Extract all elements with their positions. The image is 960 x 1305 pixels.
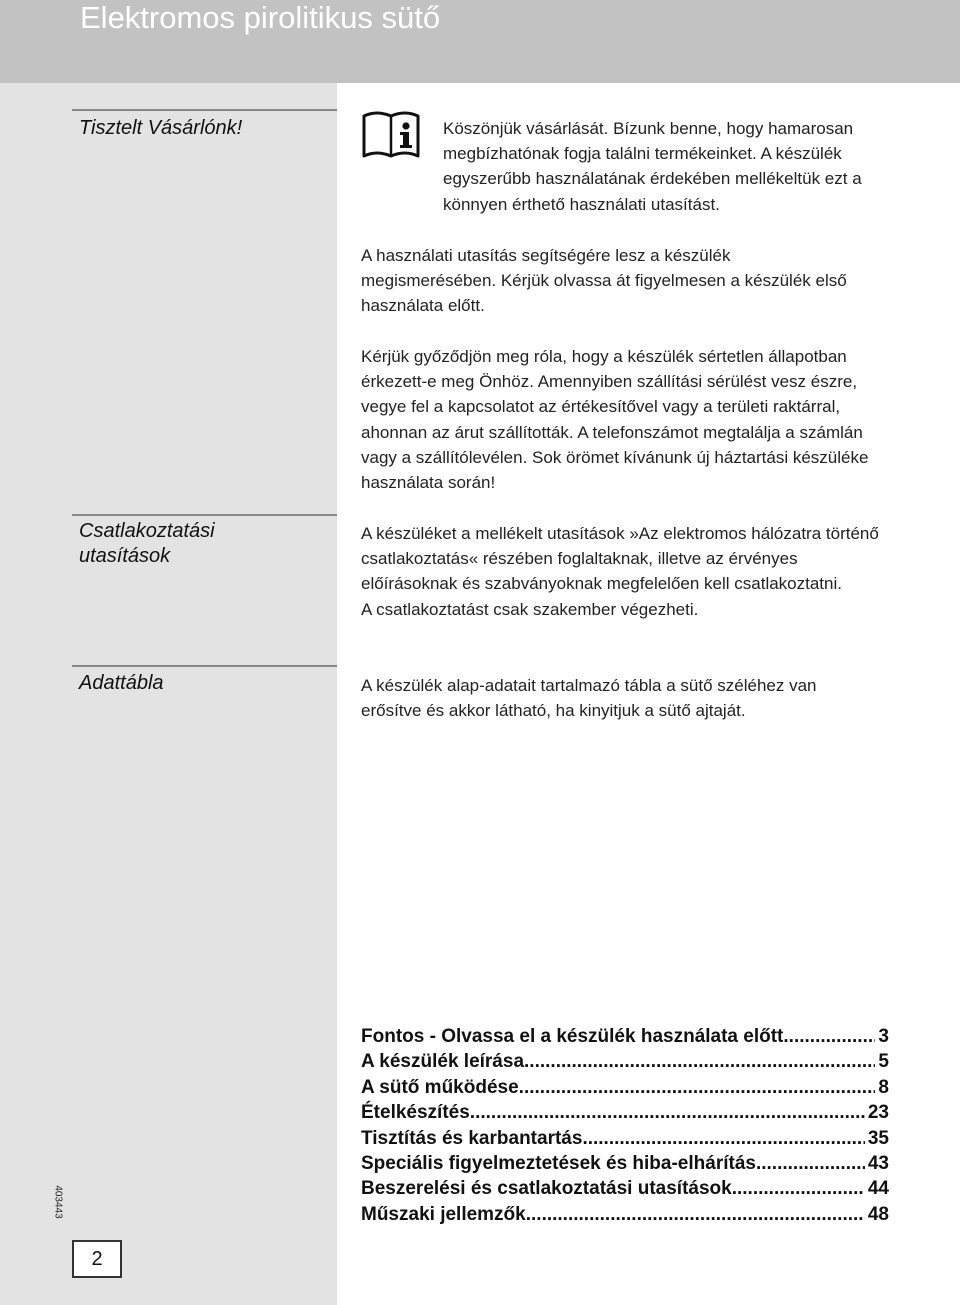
inspection-paragraph: Kérjük győződjön meg róla, hogy a készülék sértetlen állapotban érkezett-e meg Önhöz. Amennyiben szállítási sérülést vesz észre, vegye fel a kapcsolatot az értékesítővel vagy a területi raktárral, ahonnan az árut szállították. A telefonszámot megtalálja a számlán vagy a szállítólevélen. Sok örömet kívánunk új háztartási készüléke használata során! <box>361 347 869 493</box>
toc-entry[interactable] <box>361 1178 889 1203</box>
section-heading-greeting: Tisztelt Vásárlónk! <box>79 117 243 139</box>
rating-plate-paragraph: A készülék alap-adatait tartalmazó tábla a sütő széléhez van erősítve és akkor látható, ha kinyitjuk a sütő ajtaját. <box>361 676 817 721</box>
toc-page: 48 <box>867 1203 889 1225</box>
toc-entry[interactable] <box>361 1102 889 1127</box>
section-divider <box>72 109 337 111</box>
toc-label: Tisztítás és karbantartás <box>361 1127 583 1149</box>
toc-leader <box>582 1128 864 1150</box>
toc-leader <box>732 1178 865 1200</box>
toc-label: A készülék leírása <box>361 1051 525 1073</box>
connection-paragraph: A készüléket a mellékelt utasítások »Az elektromos hálózatra történő csatlakoztatás« részében foglaltaknak, illetve az érvényes előírásoknak és szabványoknak megfelelően kell csatlakoztatni. A csatlakoztatást csak szakember végezheti. <box>361 524 879 619</box>
section-divider <box>72 514 337 516</box>
toc-page: 5 <box>878 1051 889 1073</box>
toc-entry[interactable] <box>361 1051 889 1076</box>
toc-entry[interactable] <box>361 1128 889 1153</box>
toc-label: A sütő működése <box>361 1076 519 1098</box>
toc-leader <box>783 1026 875 1048</box>
section-heading-rating-plate: Adattábla <box>79 672 164 694</box>
toc-leader <box>470 1102 865 1124</box>
table-of-contents <box>361 1026 889 1229</box>
toc-entry[interactable] <box>361 1204 889 1229</box>
toc-leader <box>524 1051 875 1073</box>
toc-page: 8 <box>878 1076 889 1098</box>
toc-entry[interactable] <box>361 1153 889 1178</box>
page-number: 2 <box>72 1240 122 1278</box>
toc-label: Fontos - Olvassa el a készülék használata előtt <box>361 1026 784 1047</box>
toc-page: 35 <box>867 1127 889 1149</box>
document-code: 403443 <box>52 1185 64 1219</box>
manual-info-icon <box>362 108 420 160</box>
intro-paragraph: Köszönjük vásárlását. Bízunk benne, hogy hamarosan megbízhatónak fogja találni termékeinket. A készülék egyszerűbb használatának érdekében mellékeltük ezt a könnyen érthető használati utasítást. <box>443 119 862 214</box>
section-heading-connection: Csatlakoztatási utasítások <box>79 520 215 567</box>
toc-leader <box>756 1153 865 1175</box>
toc-label: Beszerelési és csatlakoztatási utasítások <box>361 1178 732 1200</box>
toc-label: Speciális figyelmeztetések és hiba-elhárítás <box>361 1152 756 1174</box>
section-divider <box>72 665 337 667</box>
toc-leader <box>519 1077 876 1099</box>
page-title: Elektromos pirolitikus sütő <box>80 0 441 35</box>
toc-entry[interactable] <box>361 1026 889 1051</box>
page-header <box>0 0 960 83</box>
toc-page: 44 <box>867 1178 889 1200</box>
toc-entry[interactable] <box>361 1077 889 1102</box>
toc-label: Műszaki jellemzők <box>361 1203 526 1225</box>
toc-label: Ételkészítés <box>361 1102 470 1124</box>
toc-page: 43 <box>867 1152 889 1174</box>
manual-paragraph: A használati utasítás segítségére lesz a készülék megismerésében. Kérjük olvassa át figyelmesen a készülék első használata előtt. <box>361 246 847 316</box>
toc-page: 3 <box>878 1026 889 1047</box>
toc-leader <box>526 1204 865 1226</box>
toc-page: 23 <box>867 1102 889 1124</box>
sidebar <box>0 83 337 1305</box>
